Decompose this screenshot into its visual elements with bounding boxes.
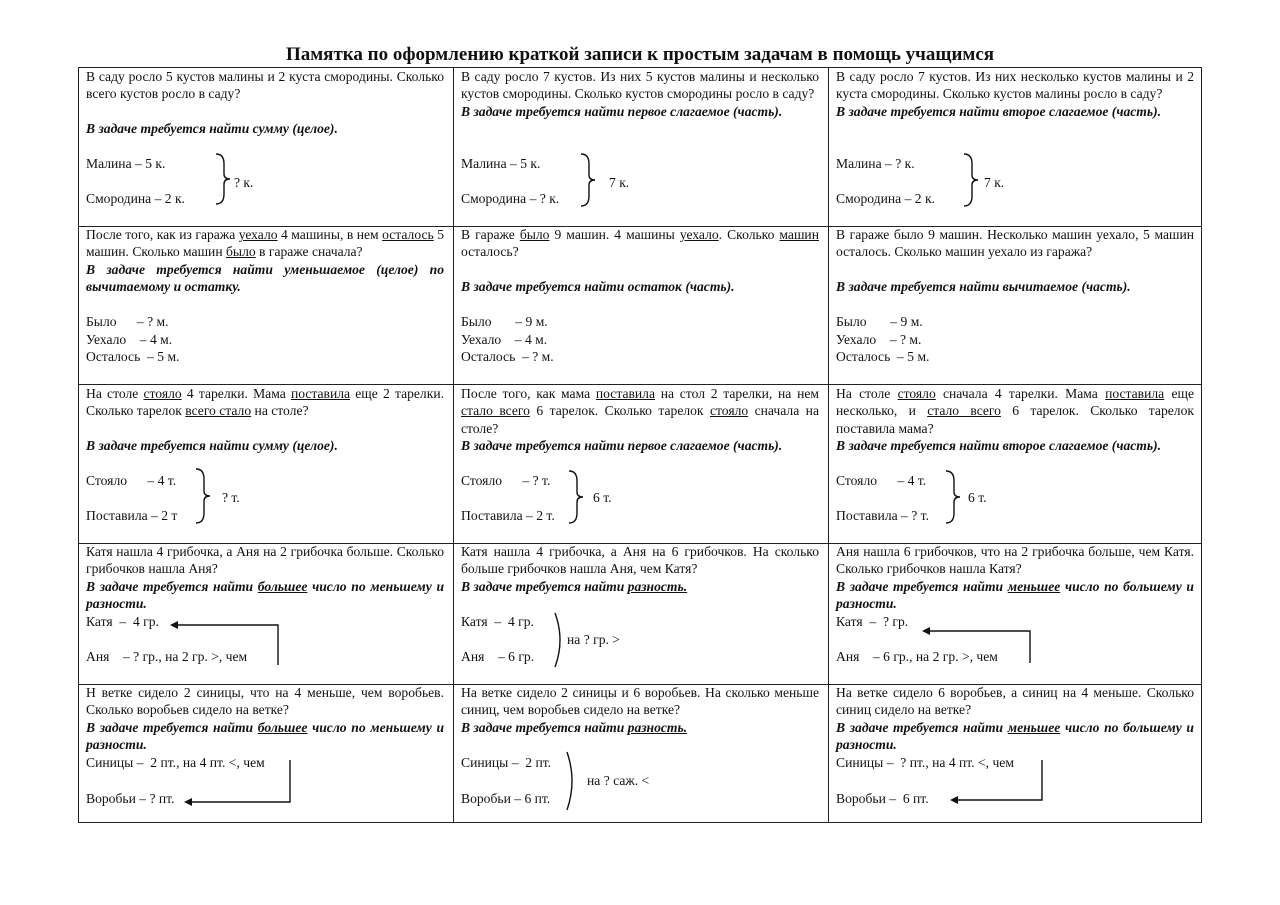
note-line: Аня – 6 гр., на 2 гр. >, чем <box>836 649 998 664</box>
note-line: Смородина – 2 к. <box>86 191 185 206</box>
note-line: Смородина – ? к. <box>461 191 560 206</box>
problem-text: После того, как мама поставила на стол 2 тарелки, на нем стало всего 6 тарелок. Сколько тарелок стояло сначала на столе? <box>461 386 819 436</box>
comparison-arrow-icon <box>946 760 1046 808</box>
note-line: Уехало – 4 м. <box>461 332 548 347</box>
cell-r1-c2 <box>461 68 819 223</box>
note-line: Катя – ? гр. <box>836 614 909 629</box>
task-text: В задаче требуется найти меньшее число по большему и разности. <box>836 578 1194 612</box>
note-line: Аня – ? гр., на 2 гр. >, чем <box>86 649 248 664</box>
task-text: В задаче требуется найти второе слагаемое (часть). <box>836 438 1162 454</box>
task-text: В задаче требуется найти большее число по меньшему и разности. <box>86 719 445 753</box>
right-brace-icon <box>579 152 599 208</box>
note-line: Малина – ? к. <box>836 156 915 171</box>
result-label: 7 к. <box>609 175 630 190</box>
cell-r1-c3 <box>836 68 1194 223</box>
task-text: В задаче требуется найти остаток (часть). <box>461 278 735 294</box>
cell-r4-c2 <box>461 543 819 681</box>
note-line: Воробьи – ? пт. <box>86 791 175 806</box>
note-line: Уехало – 4 м. <box>86 332 173 347</box>
problem-text: В саду росло 7 кустов. Из них 5 кустов малины и несколько кустов смородины. Сколько кустов смородины росло в саду? <box>461 69 819 102</box>
cell-r5-c3 <box>836 684 1194 822</box>
result-label: ? т. <box>222 490 240 505</box>
task-text: В задаче требуется найти уменьшаемое (целое) по вычитаемому и остатку. <box>86 261 444 295</box>
comparison-arrow-icon <box>180 760 298 808</box>
note-line: Осталось – 5 м. <box>86 349 180 364</box>
difference-label: на ? саж. < <box>587 773 650 788</box>
cell-r4-c3 <box>836 543 1194 681</box>
note-line: Синицы – ? пт., на 4 пт. <, чем <box>836 755 1014 770</box>
note-line: Катя – 4 гр. <box>461 614 534 629</box>
column-divider <box>828 68 829 822</box>
problem-text: На столе стояло сначала 4 тарелки. Мама поставила еще несколько, и стало всего 6 тарелок. Сколько тарелок поставила мама? <box>836 386 1194 436</box>
problem-text: В саду росло 7 кустов. Из них несколько кустов малины и 2 куста смородины. Сколько кустов малины росло в саду? <box>836 69 1194 102</box>
task-text: В задаче требуется найти меньшее число по большему и разности. <box>836 719 1194 753</box>
problem-text: В гараже было 9 машин. 4 машины уехало. Сколько машин осталось? <box>461 227 819 260</box>
column-divider <box>453 68 454 822</box>
note-line: Аня – 6 гр. <box>461 649 535 664</box>
right-brace-icon <box>944 469 964 525</box>
right-parenthesis-icon <box>565 750 579 812</box>
note-line: Было – 9 м. <box>461 314 548 329</box>
note-line: Поставила – 2 т <box>86 508 178 523</box>
cell-r5-c2 <box>461 684 819 822</box>
problem-text: На ветке сидело 2 синицы и 6 воробьев. На сколько меньше синиц, чем воробьев сидело на ветке? <box>461 685 819 718</box>
cell-r3-c1 <box>86 385 444 540</box>
cell-r5-c1 <box>86 684 444 822</box>
note-line: Катя – 4 гр. <box>86 614 159 629</box>
note-line: Воробьи – 6 пт. <box>836 791 929 806</box>
cell-r2-c1 <box>86 226 444 381</box>
task-text: В задаче требуется найти разность. <box>461 719 688 735</box>
task-text: В задаче требуется найти сумму (целое). <box>86 120 338 136</box>
problem-text: Н ветке сидело 2 синицы, что на 4 меньше, чем воробьев. Сколько воробьев сидело на ветке? <box>86 685 444 718</box>
problem-text: Катя нашла 4 грибочка, а Аня на 2 грибочка больше. Сколько грибочков нашла Аня? <box>86 544 444 577</box>
note-line: Поставила – ? т. <box>836 508 929 523</box>
cell-r1-c1 <box>86 68 444 223</box>
page-title: Памятка по оформлению краткой записи к простым задачам в помощь учащимся <box>285 44 995 65</box>
note-line: Синицы – 2 пт., на 4 пт. <, чем <box>86 755 265 770</box>
right-brace-icon <box>567 469 587 525</box>
problem-text: На ветке сидело 6 воробьев, а синиц на 4 меньше. Сколько синиц сидело на ветке? <box>836 685 1194 718</box>
note-line: Стояло – ? т. <box>461 473 551 488</box>
problem-text: В саду росло 5 кустов малины и 2 куста смородины. Сколько всего кустов росло в саду? <box>86 69 444 102</box>
right-brace-icon <box>194 467 214 525</box>
cell-r4-c1 <box>86 543 444 681</box>
problem-text: На столе стояло 4 тарелки. Мама поставила еще 2 тарелки. Сколько тарелок всего стало на столе? <box>86 386 444 419</box>
note-line: Было – ? м. <box>86 314 169 329</box>
task-text: В задаче требуется найти первое слагаемое (часть). <box>461 438 783 454</box>
cell-r3-c2 <box>461 385 819 540</box>
comparison-arrow-icon <box>918 625 1038 665</box>
right-brace-icon <box>962 152 982 208</box>
cell-r3-c3 <box>836 385 1194 540</box>
task-text: В задаче требуется найти второе слагаемое (часть). <box>836 103 1162 119</box>
note-line: Осталось – 5 м. <box>836 349 930 364</box>
cell-r2-c3 <box>836 226 1194 381</box>
task-text: В задаче требуется найти сумму (целое). <box>86 437 338 453</box>
task-text: В задаче требуется найти разность. <box>461 578 688 594</box>
note-line: Стояло – 4 т. <box>86 473 177 488</box>
result-label: 6 т. <box>593 490 612 505</box>
result-label: 6 т. <box>968 490 987 505</box>
task-text: В задаче требуется найти вычитаемое (часть). <box>836 278 1131 294</box>
task-text: В задаче требуется найти большее число по меньшему и разности. <box>86 578 445 612</box>
note-line: Синицы – 2 пт. <box>461 755 552 770</box>
note-line: Воробьи – 6 пт. <box>461 791 551 806</box>
note-line: Малина – 5 к. <box>461 156 541 171</box>
problem-text: После того, как из гаража уехало 4 машины, в нем осталось 5 машин. Сколько машин было в гараже сначала? <box>86 227 444 260</box>
result-label: 7 к. <box>984 175 1005 190</box>
note-line: Стояло – 4 т. <box>836 473 927 488</box>
problem-text: Катя нашла 4 грибочка, а Аня на 6 грибочков. На сколько больше грибочков нашла Аня, чем Катя? <box>461 544 819 577</box>
right-parenthesis-icon <box>553 611 567 669</box>
note-line: Смородина – 2 к. <box>836 191 935 206</box>
problem-text: Аня нашла 6 грибочков, что на 2 грибочка больше, чем Катя. Сколько грибочков нашла Катя? <box>836 544 1194 577</box>
comparison-arrow-icon <box>166 621 286 666</box>
task-text: В задаче требуется найти первое слагаемое (часть). <box>461 103 783 119</box>
note-line: Было – 9 м. <box>836 314 923 329</box>
note-line: Осталось – ? м. <box>461 349 554 364</box>
note-line: Малина – 5 к. <box>86 156 166 171</box>
right-brace-icon <box>214 152 234 206</box>
problem-text: В гараже было 9 машин. Несколько машин уехало, 5 машин осталось. Сколько машин уехало из гаража? <box>836 227 1194 260</box>
cell-r2-c2 <box>461 226 819 381</box>
difference-label: на ? гр. > <box>567 632 620 647</box>
note-line: Поставила – 2 т. <box>461 508 555 523</box>
note-line: Уехало – ? м. <box>836 332 922 347</box>
result-label: ? к. <box>234 175 254 190</box>
